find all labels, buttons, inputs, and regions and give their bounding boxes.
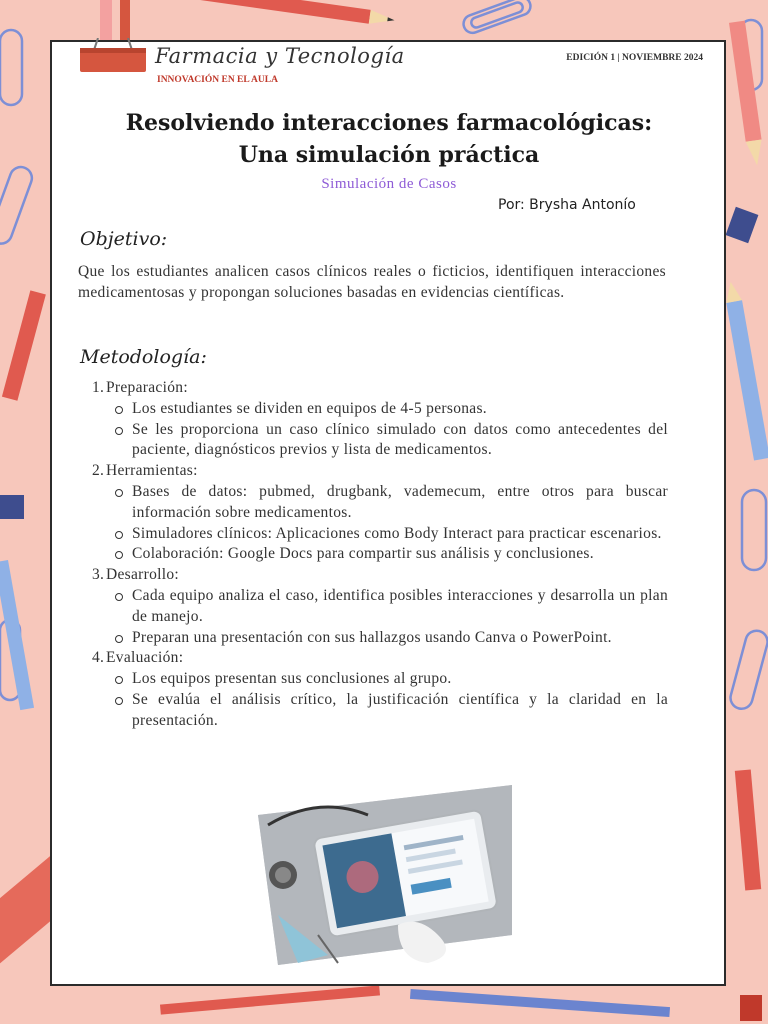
step-preparacion — [78, 378, 668, 399]
step-title: Evaluación: — [106, 649, 184, 667]
step-items — [78, 669, 668, 731]
step-items — [78, 399, 668, 461]
binder-clip-logo — [78, 38, 148, 72]
list-item: Simuladores clínicos: Aplicaciones como Body Interact para practicar escenarios. — [78, 524, 668, 545]
brand-name: Farmacia y Tecnología — [155, 44, 405, 68]
step-number: 1. — [92, 379, 105, 396]
step-herramientas — [78, 461, 668, 482]
list-item: Se evalúa el análisis crítico, la justificación científica y la claridad en la presentación. — [78, 690, 668, 732]
list-item: Los equipos presentan sus conclusiones al grupo. — [78, 669, 668, 690]
list-item: Se les proporciona un caso clínico simulado con datos como antecedentes del paciente, diagnósticos previos y lista de medicamentos. — [78, 420, 668, 462]
article-title-line-1: Resolviendo interacciones farmacológicas: — [125, 110, 653, 136]
step-items — [78, 586, 668, 648]
step-number: 3. — [92, 566, 105, 584]
step-evaluacion — [78, 648, 668, 669]
list-item: Cada equipo analiza el caso, identifica posibles interacciones y desarrolla un plan de manejo. — [78, 586, 668, 628]
step-title: Preparación: — [106, 379, 188, 396]
step-items — [78, 482, 668, 565]
step-number: 4. — [92, 649, 105, 667]
methodology-heading: Metodología: — [80, 346, 207, 368]
tablet-photo — [258, 785, 512, 965]
article-subtitle: Simulación de Casos — [321, 176, 457, 192]
step-desarrollo — [78, 565, 668, 586]
methodology-list — [78, 378, 668, 732]
step-title: Desarrollo: — [106, 566, 180, 584]
list-item: Bases de datos: pubmed, drugbank, vademecum, entre otros para buscar información sobre medicamentos. — [78, 482, 668, 524]
article-author: Por: Brysha Antonío — [498, 197, 636, 213]
step-title: Herramientas: — [106, 462, 198, 480]
list-item: Colaboración: Google Docs para compartir sus análisis y conclusiones. — [78, 544, 668, 565]
objective-heading: Objetivo: — [80, 228, 168, 250]
list-item: Preparan una presentación con sus hallazgos usando Canva o PowerPoint. — [78, 628, 668, 649]
article-title-line-2: Una simulación práctica — [238, 142, 540, 168]
objective-text: Que los estudiantes analicen casos clínicos reales o ficticios, identifiquen interacciones medicamentosas y propongan soluciones basadas en evidencias científicas. — [78, 263, 666, 301]
brand-tagline: INNOVACIÓN EN EL AULA — [157, 75, 278, 85]
step-number: 2. — [92, 462, 105, 480]
edition-label: EDICIÓN 1 | NOVIEMBRE 2024 — [566, 53, 703, 63]
list-item: Los estudiantes se dividen en equipos de 4-5 personas. — [78, 399, 668, 420]
